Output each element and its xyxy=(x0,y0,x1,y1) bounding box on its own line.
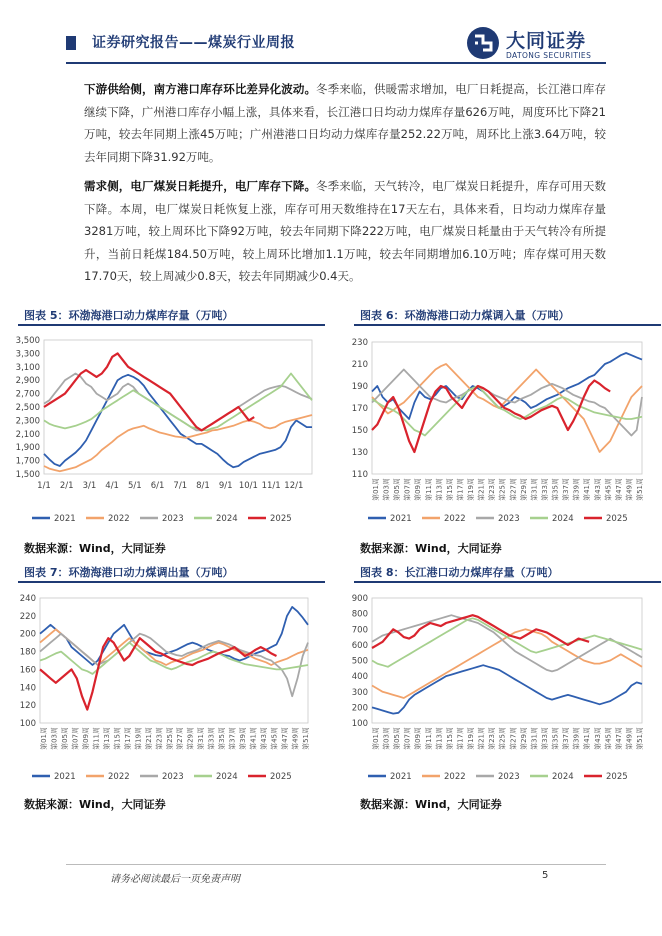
series-line-2021 xyxy=(40,607,308,665)
x-tick-label: 第01周 xyxy=(372,727,380,750)
x-tick-label: 第43周 xyxy=(593,727,602,750)
x-tick-label: 第23周 xyxy=(488,478,497,501)
legend-label: 2021 xyxy=(390,772,412,782)
x-tick-label: 第01周 xyxy=(40,727,48,750)
y-tick-label: 110 xyxy=(351,470,368,480)
y-tick-label: 3,100 xyxy=(15,362,40,373)
x-tick-label: 第17周 xyxy=(456,727,465,750)
x-tick-label: 第03周 xyxy=(382,478,391,501)
paragraph-lead: 下游供给侧，南方港口库存环比差异化波动。 xyxy=(84,82,317,96)
y-tick-label: 400 xyxy=(351,672,368,683)
x-tick-label: 3/1 xyxy=(82,481,97,491)
x-tick-label: 第17周 xyxy=(123,727,132,750)
chart-8 xyxy=(352,594,644,782)
legend-label: 2021 xyxy=(390,514,412,524)
legend-label: 2024 xyxy=(552,772,574,782)
series-line-2024 xyxy=(40,643,308,674)
y-tick-label: 1,700 xyxy=(15,456,40,467)
y-tick-label: 500 xyxy=(351,656,368,667)
x-tick-label: 2/1 xyxy=(59,481,74,491)
x-tick-label: 第41周 xyxy=(583,727,592,750)
x-tick-label: 第47周 xyxy=(614,727,623,750)
chart-5 xyxy=(16,336,312,524)
page-number: 5 xyxy=(542,870,549,881)
x-tick-label: 第25周 xyxy=(165,727,174,750)
x-tick-label: 第51周 xyxy=(636,478,644,501)
y-tick-label: 190 xyxy=(351,382,368,392)
x-tick-label: 第05周 xyxy=(393,478,402,501)
x-tick-label: 4/1 xyxy=(105,481,119,491)
x-tick-label: 第51周 xyxy=(636,727,644,750)
x-tick-label: 第15周 xyxy=(445,727,454,750)
x-tick-label: 第45周 xyxy=(604,478,613,501)
paragraph-lead: 需求侧，电厂煤炭日耗提升，电厂库存下降。 xyxy=(84,179,317,193)
legend-label: 2025 xyxy=(270,514,292,524)
y-tick-label: 2,900 xyxy=(15,376,40,387)
paragraph-body: 冬季来临，天气转冷，电厂煤炭日耗提升，库存可用天数下降。本周，电厂煤炭日耗恢复上涨，库存可用天数维持在17天左右，具体来看，日均动力煤库存量3281万吨，较上周环比下降92万吨，较去年同期下降222万吨，电厂煤炭日耗量由于天气转冷有所提升，当前日耗煤184.50万吨，较上周环比增加1.1万吨，较去年同期增加6.10万吨；库存煤可用天数17.70天，较上周减少0.8天，较去年同期减少0.4天。 xyxy=(84,179,606,283)
y-tick-label: 180 xyxy=(19,647,36,658)
y-tick-label: 200 xyxy=(351,703,368,714)
y-tick-label: 230 xyxy=(351,338,368,348)
x-tick-label: 第27周 xyxy=(509,727,518,750)
x-tick-label: 第23周 xyxy=(155,727,164,750)
series-line-2021 xyxy=(372,665,642,713)
x-tick-label: 第03周 xyxy=(50,727,59,750)
series-line-2024 xyxy=(372,618,642,667)
y-tick-label: 2,300 xyxy=(15,416,40,427)
legend-label: 2022 xyxy=(444,772,466,782)
x-tick-label: 第35周 xyxy=(551,727,560,750)
x-tick-label: 第19周 xyxy=(467,727,476,750)
x-tick-label: 第33周 xyxy=(207,727,216,750)
legend-label: 2022 xyxy=(444,514,466,524)
y-tick-label: 200 xyxy=(19,629,36,640)
x-tick-label: 第27周 xyxy=(509,478,518,501)
x-tick-label: 第29周 xyxy=(519,727,528,750)
y-tick-label: 900 xyxy=(351,594,368,604)
x-tick-label: 第31周 xyxy=(530,478,539,501)
x-tick-label: 第21周 xyxy=(144,727,153,750)
y-tick-label: 700 xyxy=(351,625,368,636)
x-tick-label: 第05周 xyxy=(393,727,402,750)
x-tick-label: 第25周 xyxy=(498,478,507,501)
x-tick-label: 第09周 xyxy=(81,727,90,750)
x-tick-label: 第15周 xyxy=(113,727,122,750)
x-tick-label: 第17周 xyxy=(456,478,465,501)
chart-title-6: 图表 6：环渤海港口动力煤调入量（万吨） xyxy=(360,309,570,322)
x-tick-label: 第39周 xyxy=(572,727,581,750)
x-tick-label: 第09周 xyxy=(414,478,423,501)
x-tick-label: 第31周 xyxy=(530,727,539,750)
y-tick-label: 2,100 xyxy=(15,429,40,440)
x-tick-label: 7/1 xyxy=(173,481,188,491)
logo-english-name: DATONG SECURITIES xyxy=(506,51,592,60)
legend-label: 2021 xyxy=(54,514,76,524)
y-tick-label: 240 xyxy=(19,594,36,604)
legend-label: 2024 xyxy=(216,514,238,524)
x-tick-label: 第35周 xyxy=(218,727,227,750)
legend-label: 2022 xyxy=(108,514,130,524)
x-tick-label: 第45周 xyxy=(270,727,279,750)
x-tick-label: 8/1 xyxy=(196,481,210,491)
x-tick-label: 第07周 xyxy=(403,478,412,501)
x-tick-label: 6/1 xyxy=(150,481,165,491)
legend-label: 2025 xyxy=(270,772,292,782)
y-tick-label: 800 xyxy=(351,609,368,620)
y-tick-label: 100 xyxy=(351,719,368,729)
report-title: 证券研究报告——煤炭行业周报 xyxy=(92,35,295,51)
x-tick-label: 第43周 xyxy=(260,727,269,750)
x-tick-label: 第31周 xyxy=(197,727,206,750)
legend-label: 2024 xyxy=(216,772,238,782)
legend-label: 2025 xyxy=(606,514,628,524)
chart-title-8: 图表 8：长江港口动力煤库存量（万吨） xyxy=(360,566,559,579)
x-tick-label: 第25周 xyxy=(498,727,507,750)
series-line-2022 xyxy=(372,629,642,698)
x-tick-label: 第15周 xyxy=(445,478,454,501)
y-tick-label: 1,500 xyxy=(15,470,40,480)
y-tick-label: 300 xyxy=(351,687,368,698)
x-tick-label: 第11周 xyxy=(92,727,101,750)
y-tick-label: 600 xyxy=(351,640,368,651)
x-tick-label: 第13周 xyxy=(435,478,444,501)
x-tick-label: 第41周 xyxy=(583,478,592,501)
x-tick-label: 第33周 xyxy=(540,478,549,501)
paragraph-body: 冬季来临，供暖需求增加，电厂日耗提高，长江港口库存继续下降，广州港口库存小幅上涨，具体来看，长江港口日均动力煤库存量626万吨，周度环比下降21万吨，较去年同期上涨45万吨；广州港港口日均动力煤库存量252.22万吨，周环比上涨3.64万吨，较去年同期下降31.92万吨。 xyxy=(84,82,606,164)
y-tick-label: 220 xyxy=(19,611,36,622)
x-tick-label: 第43周 xyxy=(593,478,602,501)
x-tick-label: 第29周 xyxy=(519,478,528,501)
x-tick-label: 第39周 xyxy=(239,727,248,750)
y-tick-label: 2,500 xyxy=(15,403,40,413)
y-tick-label: 120 xyxy=(19,701,36,712)
y-tick-label: 2,700 xyxy=(15,389,40,400)
x-tick-label: 第37周 xyxy=(562,727,571,750)
x-tick-label: 第19周 xyxy=(467,478,476,501)
y-tick-label: 3,300 xyxy=(15,349,40,360)
x-tick-label: 第13周 xyxy=(102,727,111,750)
series-line-2025 xyxy=(372,615,589,648)
x-tick-label: 第39周 xyxy=(572,478,581,501)
x-tick-label: 第09周 xyxy=(414,727,423,750)
legend-label: 2024 xyxy=(552,514,574,524)
y-tick-label: 150 xyxy=(351,426,368,436)
x-tick-label: 第01周 xyxy=(372,478,380,501)
legend-label: 2023 xyxy=(162,514,184,524)
x-tick-label: 9/1 xyxy=(218,481,233,491)
y-tick-label: 3,500 xyxy=(15,336,40,346)
x-tick-label: 第29周 xyxy=(186,727,195,750)
x-tick-label: 第19周 xyxy=(134,727,143,750)
y-tick-label: 130 xyxy=(351,448,368,458)
chart-source-6: 数据来源：Wind，大同证券 xyxy=(360,542,502,555)
x-tick-label: 第27周 xyxy=(176,727,185,750)
x-tick-label: 第49周 xyxy=(291,727,300,750)
x-tick-label: 第41周 xyxy=(249,727,258,750)
x-tick-label: 12/1 xyxy=(284,481,304,491)
legend-label: 2023 xyxy=(498,514,520,524)
x-tick-label: 第49周 xyxy=(625,727,634,750)
y-tick-label: 140 xyxy=(19,683,36,694)
x-tick-label: 1/1 xyxy=(37,481,51,491)
chart-title-5: 图表 5：环渤海港口动力煤库存量（万吨） xyxy=(24,309,234,322)
x-tick-label: 第45周 xyxy=(604,727,613,750)
x-tick-label: 第47周 xyxy=(281,727,290,750)
x-tick-label: 第47周 xyxy=(614,478,623,501)
x-tick-label: 第05周 xyxy=(60,727,69,750)
legend-label: 2023 xyxy=(498,772,520,782)
chart-6 xyxy=(352,338,644,524)
x-tick-label: 第33周 xyxy=(540,727,549,750)
legend-label: 2023 xyxy=(162,772,184,782)
x-tick-label: 第21周 xyxy=(477,478,486,501)
series-line-2025 xyxy=(44,353,254,430)
series-line-2023 xyxy=(372,370,642,436)
chart-source-8: 数据来源：Wind，大同证券 xyxy=(360,798,502,811)
x-tick-label: 11/1 xyxy=(261,481,281,491)
y-tick-label: 1,900 xyxy=(15,443,40,454)
x-tick-label: 第21周 xyxy=(477,727,486,750)
logo-chinese-name: 大同证券 xyxy=(506,30,587,52)
legend-label: 2021 xyxy=(54,772,76,782)
y-tick-label: 100 xyxy=(19,719,36,729)
x-tick-label: 第23周 xyxy=(488,727,497,750)
chart-source-5: 数据来源：Wind，大同证券 xyxy=(24,542,166,555)
plot-frame xyxy=(44,340,312,474)
chart-title-7: 图表 7：环渤海港口动力煤调出量（万吨） xyxy=(24,566,234,579)
x-tick-label: 第03周 xyxy=(382,727,391,750)
disclaimer-note: 请务必阅读最后一页免责声明 xyxy=(110,874,240,885)
y-tick-label: 170 xyxy=(351,404,368,414)
legend-label: 2025 xyxy=(606,772,628,782)
legend-label: 2022 xyxy=(108,772,130,782)
x-tick-label: 10/1 xyxy=(238,481,258,491)
series-line-2025 xyxy=(372,381,610,453)
chart-source-7: 数据来源：Wind，大同证券 xyxy=(24,798,166,811)
x-tick-label: 第07周 xyxy=(403,727,412,750)
x-tick-label: 第11周 xyxy=(424,727,433,750)
footer-divider xyxy=(66,864,606,865)
x-tick-label: 第37周 xyxy=(562,478,571,501)
x-tick-label: 第35周 xyxy=(551,478,560,501)
x-tick-label: 第11周 xyxy=(424,478,433,501)
x-tick-label: 第13周 xyxy=(435,727,444,750)
series-line-2025 xyxy=(40,638,277,709)
x-tick-label: 第37周 xyxy=(228,727,237,750)
y-tick-label: 210 xyxy=(351,360,368,370)
x-tick-label: 5/1 xyxy=(128,481,142,491)
x-tick-label: 第51周 xyxy=(302,727,310,750)
x-tick-label: 第49周 xyxy=(625,478,634,501)
chart-7 xyxy=(20,594,310,782)
y-tick-label: 160 xyxy=(19,665,36,676)
x-tick-label: 第07周 xyxy=(71,727,80,750)
